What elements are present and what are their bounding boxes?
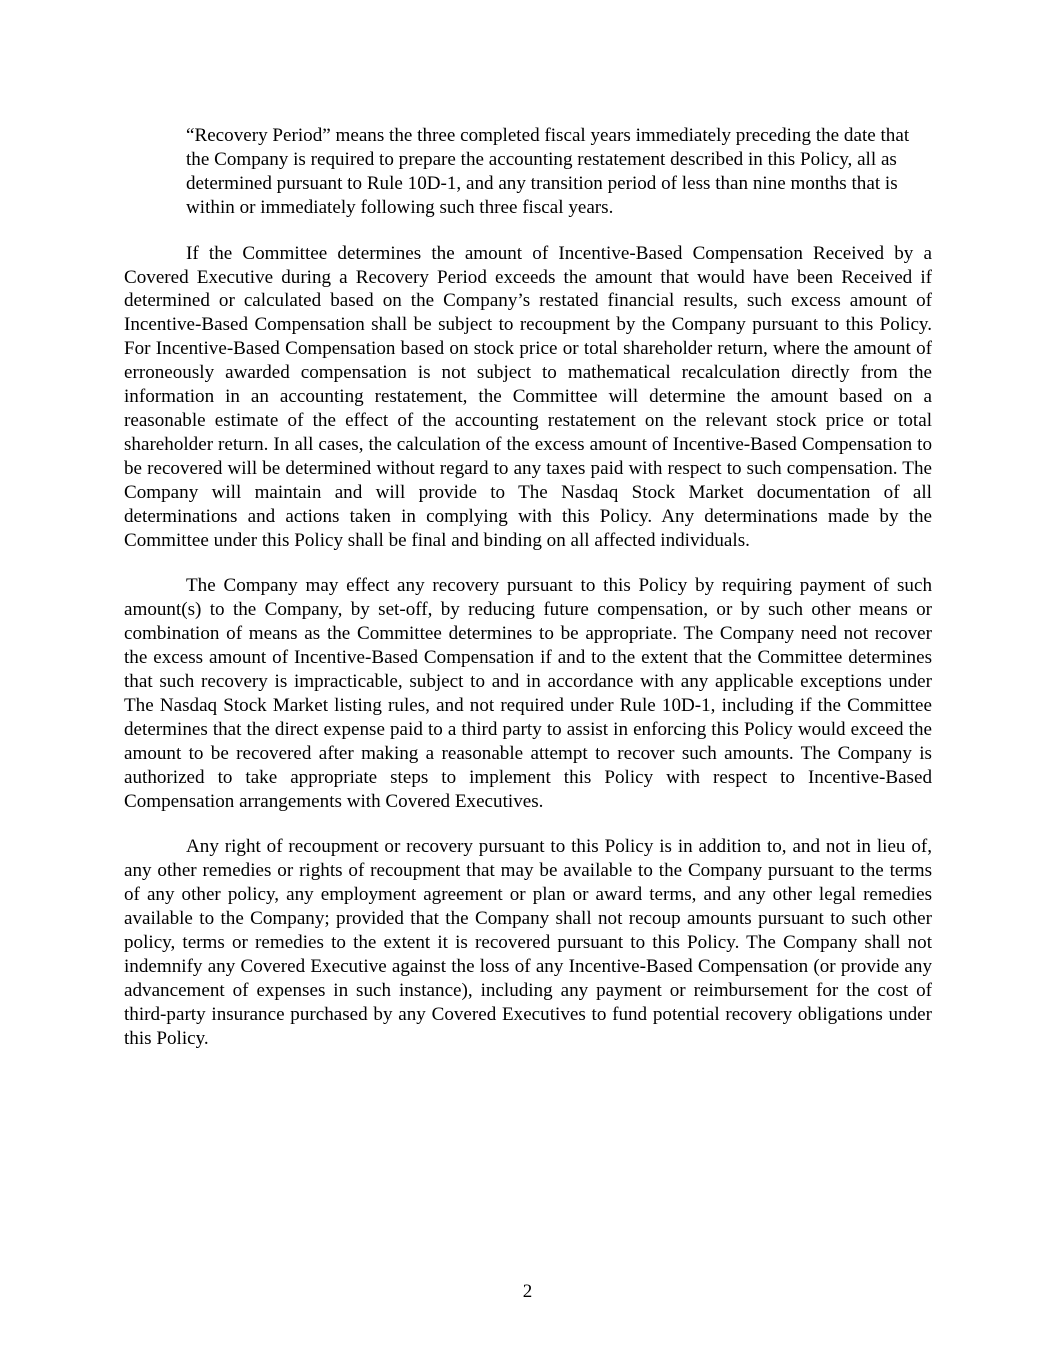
- page-number: 2: [522, 1281, 533, 1302]
- document-body: [124, 124, 932, 1051]
- recovery-method-paragraph: The Company may effect any recovery pursuant to this Policy by requiring payment of such amount(s) to the Company, by set-off, by reducing future compensation, or by such other means or combination of means as the Committee determines to be appropriate. The Company need not recover the excess amount of Incentive-Based Compensation if and to the extent that the Committee determines that such recovery is impracticable, subject to and in accordance with any applicable exceptions under The Nasdaq Stock Market listing rules, and not required under Rule 10D-1, including if the Committee determines that the direct expense paid to a third party to assist in enforcing this Policy would exceed the amount to be recovered after making a reasonable attempt to recover such amounts. The Company is authorized to take appropriate steps to implement this Policy with respect to Incentive-Based Compensation arrangements with Covered Executives.: [124, 575, 932, 812]
- recoupment-determination-paragraph: If the Committee determines the amount of Incentive-Based Compensation Received by a Covered Executive during a Recovery Period exceeds the amount that would have been Received if determined or calculated based on the Company’s restated financial results, such excess amount of Incentive-Based Compensation shall be subject to recoupment by the Company pursuant to this Policy. For Incentive-Based Compensation based on stock price or total shareholder return, where the amount of erroneously awarded compensation is not subject to mathematical recalculation directly from the information in an accounting restatement, the Committee will determine the amount based on a reasonable estimate of the effect of the accounting restatement on the relevant stock price or total shareholder return. In all cases, the calculation of the excess amount of Incentive-Based Compensation to be recovered will be determined without regard to any taxes paid with respect to such compensation. The Company will maintain and will provide to The Nasdaq Stock Market documentation of all determinations and actions taken in complying with this Policy. Any determinations made by the Committee under this Policy shall be final and binding on all affected individuals.: [124, 242, 932, 551]
- recovery-period-definition: “Recovery Period” means the three completed fiscal years immediately preceding the date that the Company is required to prepare the accounting restatement described in this Policy, all as determined pursuant to Rule 10D-1, and any transition period of less than nine months that is within or immediately following such three fiscal years.: [186, 125, 910, 218]
- other-remedies-paragraph: Any right of recoupment or recovery pursuant to this Policy is in addition to, and not in lieu of, any other remedies or rights of recoupment that may be available to the Company pursuant to the terms of any other policy, any employment agreement or plan or award terms, and any other legal remedies available to the Company; provided that the Company shall not recoup amounts pursuant to such other policy, terms or remedies to the extent it is recovered pursuant to this Policy. The Company shall not indemnify any Covered Executive against the loss of any Incentive-Based Compensation (or provide any advancement of expenses in such instance), including any payment or reimbursement for the cost of third-party insurance purchased by any Covered Executives to fund potential recovery obligations under this Policy.: [124, 836, 932, 1049]
